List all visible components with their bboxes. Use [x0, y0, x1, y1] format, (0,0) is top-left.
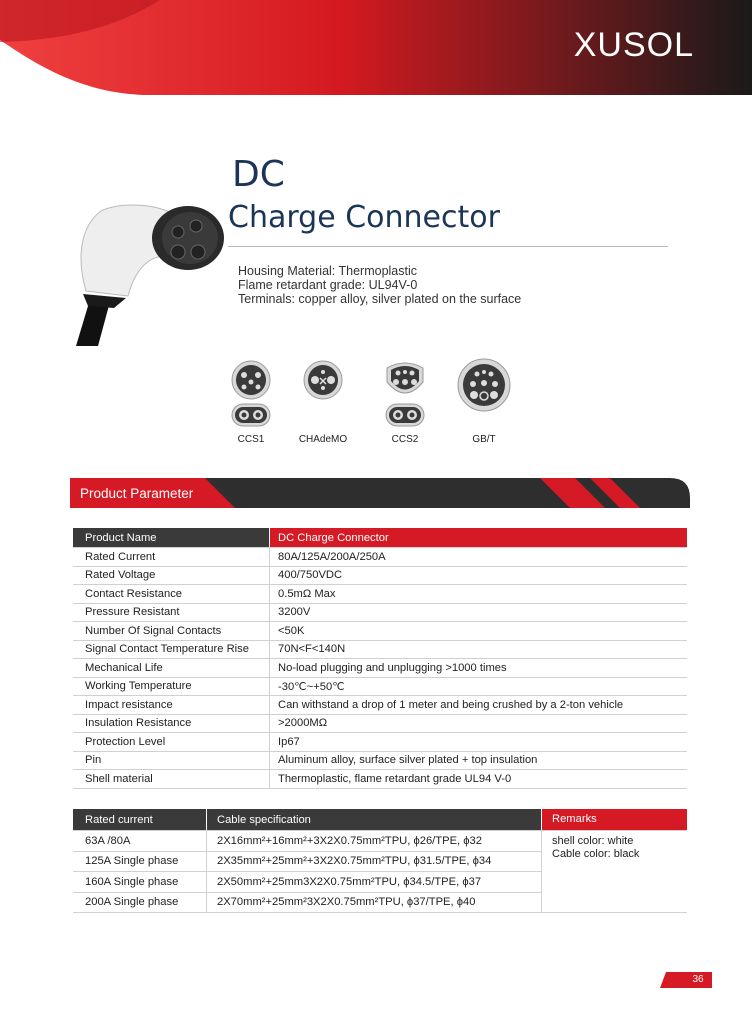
- param-name: Signal Contact Temperature Rise: [73, 640, 270, 659]
- product-image: [66, 196, 236, 346]
- header-cell: Remarks: [542, 809, 688, 831]
- remarks-cell: [542, 831, 688, 913]
- param-name: Shell material: [73, 770, 270, 789]
- ccs2-plug-icon: [383, 360, 427, 428]
- cable-spec-cell: 2X50mm²+25mm3X2X0.75mm²TPU, ϕ34.5/TPE, ϕ37: [207, 872, 542, 893]
- param-value: Ip67: [270, 733, 688, 752]
- cable-spec-cell: 2X16mm²+16mm²+3X2X0.75mm²TPU, ϕ26/TPE, ϕ32: [207, 831, 542, 852]
- rated-current-cell: 63A /80A: [73, 831, 207, 852]
- header-cell: Rated current: [73, 809, 207, 831]
- table-row: [73, 751, 687, 770]
- param-name: Pressure Resistant: [73, 603, 270, 622]
- parameter-table: [73, 528, 687, 789]
- title-charge-connector: Charge Connector: [228, 200, 500, 235]
- param-value: <50K: [270, 622, 688, 641]
- chademo-plug-icon: [301, 360, 345, 404]
- param-value: Thermoplastic, flame retardant grade UL94 V-0: [270, 770, 688, 789]
- header-cell: DC Charge Connector: [270, 528, 688, 548]
- table-row: [73, 603, 687, 622]
- rated-current-cell: 200A Single phase: [73, 892, 207, 913]
- cable-spec-cell: 2X70mm²+25mm²3X2X0.75mm²TPU, ϕ37/TPE, ϕ40: [207, 892, 542, 913]
- material-line: Flame retardant grade: UL94V-0: [238, 278, 418, 292]
- param-name: Impact resistance: [73, 696, 270, 715]
- param-name: Working Temperature: [73, 677, 270, 696]
- plug-label-chademo: CHAdeMO: [298, 434, 348, 445]
- table-row: [73, 831, 687, 852]
- table-row: [73, 659, 687, 678]
- table-row: [73, 733, 687, 752]
- header-cell: Cable specification: [207, 809, 542, 831]
- material-line: Housing Material: Thermoplastic: [238, 264, 418, 278]
- table-row: [73, 696, 687, 715]
- header-cell: Product Name: [73, 528, 270, 548]
- param-name: Insulation Resistance: [73, 714, 270, 733]
- param-value: >2000MΩ: [270, 714, 688, 733]
- param-value: Aluminum alloy, surface silver plated + top insulation: [270, 751, 688, 770]
- table-header-row: [73, 528, 687, 548]
- gbt-plug-icon: [457, 358, 511, 412]
- param-name: Number Of Signal Contacts: [73, 622, 270, 641]
- param-value: No-load plugging and unplugging >1000 times: [270, 659, 688, 678]
- param-name: Protection Level: [73, 733, 270, 752]
- param-name: Pin: [73, 751, 270, 770]
- table-row: [73, 622, 687, 641]
- table-row: [73, 714, 687, 733]
- param-value: 400/750VDC: [270, 566, 688, 585]
- param-value: -30℃~+50℃: [270, 677, 688, 696]
- rated-current-cell: 125A Single phase: [73, 851, 207, 872]
- table-row: [73, 770, 687, 789]
- ccs1-plug-icon: [229, 360, 273, 428]
- param-value: Can withstand a drop of 1 meter and being crushed by a 2-ton vehicle: [270, 696, 688, 715]
- page-number: 36: [692, 974, 704, 985]
- plug-label-ccs1: CCS1: [237, 434, 265, 445]
- param-value: 70N<F<140N: [270, 640, 688, 659]
- remark-line: Cable color: black: [552, 848, 640, 860]
- table-header-row: [73, 809, 687, 831]
- param-name: Contact Resistance: [73, 585, 270, 604]
- table-row: [73, 677, 687, 696]
- table-row: [73, 548, 687, 567]
- plug-label-gbt: GB/T: [472, 434, 496, 445]
- param-value: 0.5mΩ Max: [270, 585, 688, 604]
- section-title: Product Parameter: [80, 486, 194, 501]
- param-name: Rated Current: [73, 548, 270, 567]
- plug-label-ccs2: CCS2: [391, 434, 419, 445]
- remark-line: shell color: white: [552, 835, 634, 847]
- title-dc: DC: [232, 154, 285, 195]
- param-value: 80A/125A/200A/250A: [270, 548, 688, 567]
- param-name: Mechanical Life: [73, 659, 270, 678]
- material-line: Terminals: copper alloy, silver plated on the surface: [238, 292, 522, 306]
- param-name: Rated Voltage: [73, 566, 270, 585]
- param-value: 3200V: [270, 603, 688, 622]
- title-divider: [228, 246, 668, 247]
- cable-table: [73, 809, 687, 913]
- cable-spec-cell: 2X35mm²+25mm²+3X2X0.75mm²TPU, ϕ31.5/TPE, ϕ34: [207, 851, 542, 872]
- rated-current-cell: 160A Single phase: [73, 872, 207, 893]
- table-row: [73, 640, 687, 659]
- brand-logo: XUSOL: [573, 26, 694, 64]
- table-row: [73, 585, 687, 604]
- table-row: [73, 566, 687, 585]
